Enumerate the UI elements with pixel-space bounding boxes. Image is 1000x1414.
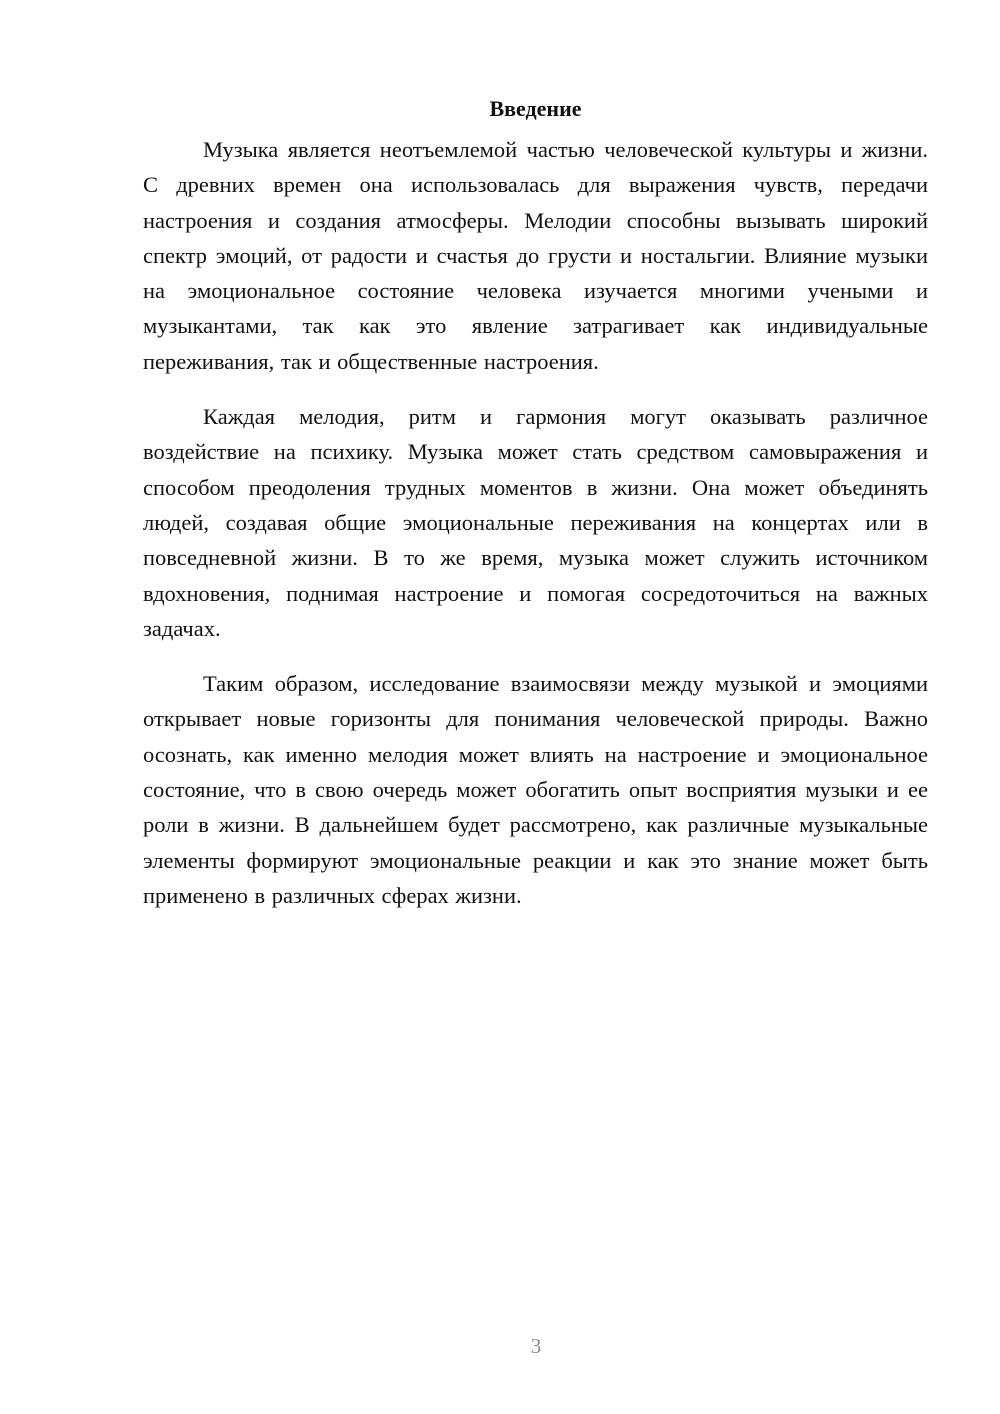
paragraph-1: Музыка является неотъемлемой частью человеческой культуры и жизни. С древних времен она использовалась для выражения чувств, передачи настроения и создания атмосферы. Мелодии способны вызывать широкий спектр эмоций, от радости и счастья до грусти и ностальгии. Влияние музыки на эмоциональное состояние человека изучается многими учеными и музыкантами, так как это явление затрагивает как индивидуальные переживания, так и общественные настроения. bbox=[143, 137, 928, 374]
paragraph-3: Таким образом, исследование взаимосвязи между музыкой и эмоциями открывает новые горизонты для понимания человеческой природы. Важно осознать, как именно мелодия может влиять на настроение и эмоциональное состояние, что в свою очередь может обогатить опыт восприятия музыки и ее роли в жизни. В дальнейшем будет рассмотрено, как различные музыкальные элементы формируют эмоциональные реакции и как это знание может быть применено в различных сферах жизни. bbox=[143, 671, 928, 908]
paragraph-2: Каждая мелодия, ритм и гармония могут оказывать различное воздействие на психику. Музыка может стать средством самовыражения и способом преодоления трудных моментов в жизни. Она может объединять людей, создавая общие эмоциональные переживания на концертах или в повседневной жизни. В то же время, музыка может служить источником вдохновения, поднимая настроение и помогая сосредоточиться на важных задачах. bbox=[143, 404, 928, 641]
section-heading: Введение bbox=[489, 96, 582, 121]
page-number: 3 bbox=[530, 1334, 542, 1358]
document-body bbox=[143, 94, 928, 933]
